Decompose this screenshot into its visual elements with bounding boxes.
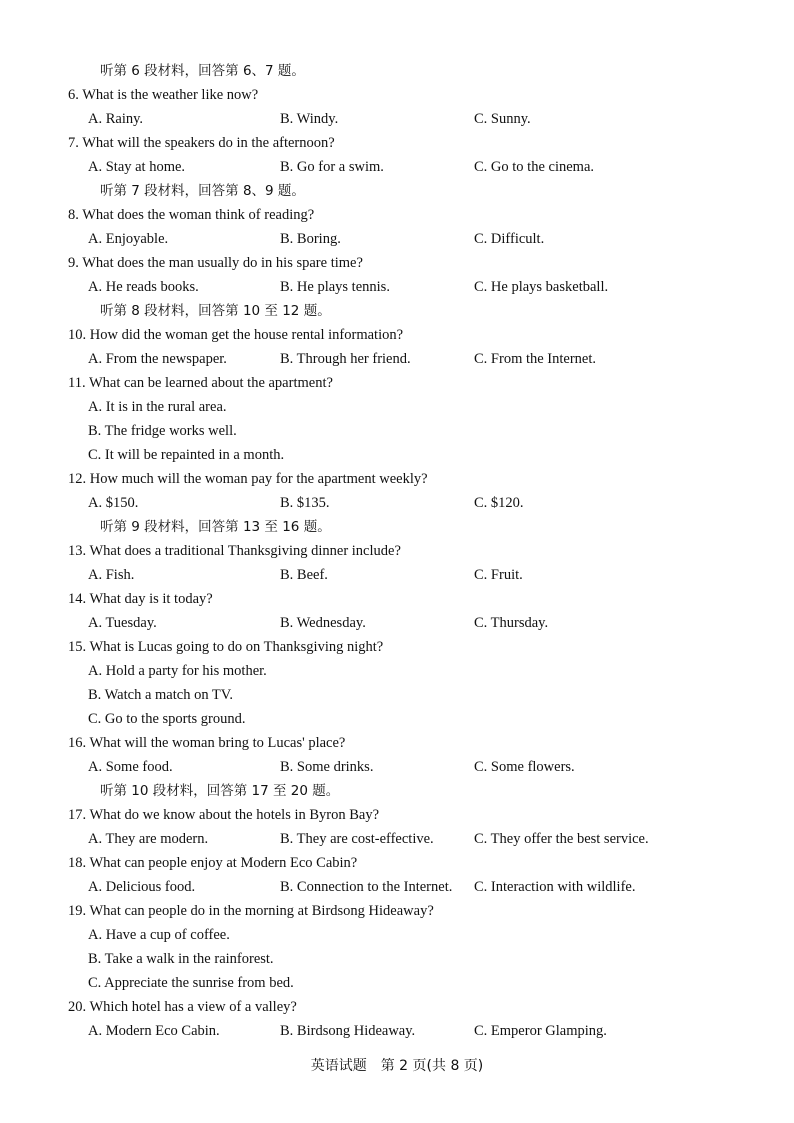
option-a: A. From the newspaper. xyxy=(88,351,227,367)
section-instruction xyxy=(0,60,794,82)
option-b: B. He plays tennis. xyxy=(280,279,390,295)
question-text: 17. What do we know about the hotels in Byron Bay? xyxy=(68,807,380,823)
options-row xyxy=(0,156,794,178)
options-row xyxy=(0,828,794,850)
instruction-text: 听第 9 段材料，回答第 13 至 16 题。 xyxy=(100,519,331,535)
option-a: A. Have a cup of coffee. xyxy=(88,927,230,943)
option-c: C. Sunny. xyxy=(474,111,531,127)
option-c: C. Interaction with wildlife. xyxy=(474,879,636,895)
option-c: C. Thursday. xyxy=(474,615,549,631)
option-b: B. Boring. xyxy=(280,231,341,247)
question-text: 10. How did the woman get the house rental information? xyxy=(68,327,404,343)
option-a: A. Delicious food. xyxy=(88,879,196,895)
question-text: 11. What can be learned about the apartment? xyxy=(68,375,333,391)
option-c: C. From the Internet. xyxy=(474,351,597,367)
option-b: B. Watch a match on TV. xyxy=(88,687,234,703)
option-c: C. Some flowers. xyxy=(474,759,575,775)
options-row xyxy=(0,756,794,778)
options-row xyxy=(0,276,794,298)
section-instruction xyxy=(0,780,794,802)
option-b: B. Windy. xyxy=(280,111,339,127)
option-c: C. They offer the best service. xyxy=(474,831,649,847)
options-row xyxy=(0,348,794,370)
question-text: 14. What day is it today? xyxy=(68,591,213,607)
question-text: 7. What will the speakers do in the afternoon? xyxy=(68,135,335,151)
options-row xyxy=(0,1020,794,1042)
option-b: B. Birdsong Hideaway. xyxy=(280,1023,416,1039)
options-row xyxy=(0,564,794,586)
question-row xyxy=(0,204,794,226)
question-row xyxy=(0,372,794,394)
instruction-text: 听第 6 段材料，回答第 6、7 题。 xyxy=(100,63,305,79)
option-c: C. $120. xyxy=(474,495,524,511)
option-b: B. Some drinks. xyxy=(280,759,374,775)
option-b: B. Take a walk in the rainforest. xyxy=(88,951,274,967)
option-a: A. Hold a party for his mother. xyxy=(88,663,267,679)
question-row xyxy=(0,636,794,658)
question-text: 9. What does the man usually do in his spare time? xyxy=(68,255,363,271)
question-row xyxy=(0,540,794,562)
option-c: C. Appreciate the sunrise from bed. xyxy=(88,975,294,991)
instruction-text: 听第 10 段材料，回答第 17 至 20 题。 xyxy=(100,783,340,799)
option-row xyxy=(0,924,794,946)
question-text: 8. What does the woman think of reading? xyxy=(68,207,315,223)
option-row xyxy=(0,684,794,706)
option-row xyxy=(0,444,794,466)
option-row xyxy=(0,972,794,994)
page-footer: 英语试题 第 2 页(共 8 页) xyxy=(310,1058,484,1074)
options-row xyxy=(0,492,794,514)
question-text: 6. What is the weather like now? xyxy=(68,87,259,103)
instruction-text: 听第 8 段材料，回答第 10 至 12 题。 xyxy=(100,303,331,319)
question-text: 18. What can people enjoy at Modern Eco Cabin? xyxy=(68,855,358,871)
question-row xyxy=(0,468,794,490)
question-text: 12. How much will the woman pay for the apartment weekly? xyxy=(68,471,428,487)
option-c: C. Go to the sports ground. xyxy=(88,711,246,727)
question-row xyxy=(0,84,794,106)
question-row xyxy=(0,852,794,874)
option-row xyxy=(0,396,794,418)
option-b: B. The fridge works well. xyxy=(88,423,237,439)
section-instruction xyxy=(0,180,794,202)
option-row xyxy=(0,708,794,730)
option-a: A. It is in the rural area. xyxy=(88,399,227,415)
question-row xyxy=(0,996,794,1018)
option-row xyxy=(0,660,794,682)
question-text: 16. What will the woman bring to Lucas' place? xyxy=(68,735,346,751)
option-c: C. Fruit. xyxy=(474,567,523,583)
question-row xyxy=(0,324,794,346)
options-row xyxy=(0,612,794,634)
question-row xyxy=(0,804,794,826)
option-a: A. Enjoyable. xyxy=(88,231,169,247)
option-a: A. Modern Eco Cabin. xyxy=(88,1023,220,1039)
option-c: C. It will be repainted in a month. xyxy=(88,447,285,463)
option-b: B. $135. xyxy=(280,495,330,511)
options-row xyxy=(0,228,794,250)
option-a: A. Stay at home. xyxy=(88,159,186,175)
option-b: B. Through her friend. xyxy=(280,351,411,367)
question-row xyxy=(0,132,794,154)
question-row xyxy=(0,588,794,610)
question-text: 20. Which hotel has a view of a valley? xyxy=(68,999,297,1015)
option-a: A. Tuesday. xyxy=(88,615,157,631)
question-text: 19. What can people do in the morning at Birdsong Hideaway? xyxy=(68,903,434,919)
option-a: A. He reads books. xyxy=(88,279,199,295)
option-a: A. $150. xyxy=(88,495,139,511)
section-instruction xyxy=(0,300,794,322)
option-a: A. Fish. xyxy=(88,567,135,583)
options-row xyxy=(0,108,794,130)
option-c: C. Difficult. xyxy=(474,231,545,247)
option-b: B. Connection to the Internet. xyxy=(280,879,453,895)
option-b: B. Go for a swim. xyxy=(280,159,384,175)
option-a: A. Some food. xyxy=(88,759,173,775)
option-b: B. Wednesday. xyxy=(280,615,366,631)
option-c: C. Emperor Glamping. xyxy=(474,1023,607,1039)
option-a: A. They are modern. xyxy=(88,831,209,847)
option-b: B. Beef. xyxy=(280,567,328,583)
question-row xyxy=(0,900,794,922)
question-row xyxy=(0,252,794,274)
option-c: C. He plays basketball. xyxy=(474,279,609,295)
section-instruction xyxy=(0,516,794,538)
options-row xyxy=(0,876,794,898)
option-b: B. They are cost-effective. xyxy=(280,831,434,847)
question-row xyxy=(0,732,794,754)
option-row xyxy=(0,420,794,442)
question-text: 13. What does a traditional Thanksgiving dinner include? xyxy=(68,543,401,559)
option-a: A. Rainy. xyxy=(88,111,144,127)
instruction-text: 听第 7 段材料，回答第 8、9 题。 xyxy=(100,183,305,199)
question-text: 15. What is Lucas going to do on Thanksgiving night? xyxy=(68,639,384,655)
option-c: C. Go to the cinema. xyxy=(474,159,595,175)
option-row xyxy=(0,948,794,970)
